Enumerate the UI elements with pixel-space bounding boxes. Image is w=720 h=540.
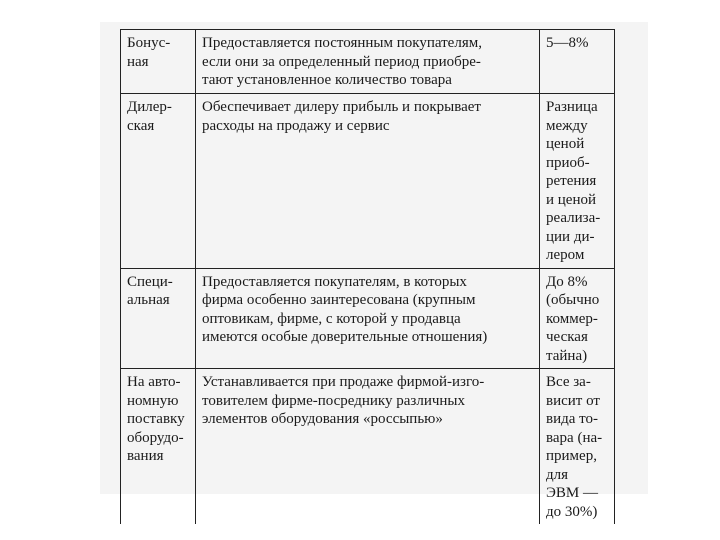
- discount-type: На авто- номную поставку оборудо- вания: [127, 374, 185, 464]
- discount-type-cell: [121, 30, 196, 94]
- discount-description: Предоставляется покупателям, в которых фирма особенно заинтересована (крупным оптовикам, фирме, с которой у продавца имеются особые доверительные отношения): [202, 273, 488, 345]
- discount-description-cell: [196, 268, 540, 369]
- discount-type: Бонус- ная: [127, 35, 171, 70]
- discount-amount-cell: [540, 369, 615, 525]
- table-row: [121, 369, 615, 525]
- discount-amount: Все за- висит от вида то- вара (на- пример, для ЭВМ — до 30%): [546, 374, 603, 520]
- discount-type-cell: [121, 94, 196, 269]
- discount-type: Дилер- ская: [127, 99, 172, 134]
- discount-amount-cell: [540, 30, 615, 94]
- discount-description: Предоставляется постоянным покупателям, если они за определенный период приобре- тают установленное количество товара: [202, 35, 482, 88]
- table-row: [121, 30, 615, 94]
- discount-amount: Разница между ценой приоб- ретения и ценой реализа- ции ди- лером: [546, 99, 601, 263]
- discount-description-cell: [196, 369, 540, 525]
- table-row: [121, 94, 615, 269]
- discount-description: Обеспечивает дилеру прибыль и покрывает расходы на продажу и сервис: [202, 99, 481, 134]
- discount-type-cell: [121, 268, 196, 369]
- discount-table: [120, 29, 615, 524]
- discount-type-cell: [121, 369, 196, 525]
- discount-type: Специ- альная: [127, 273, 173, 308]
- discount-description: Устанавливается при продаже фирмой-изго- товителем фирме-посреднику различных элементов оборудования «россыпью»: [202, 374, 485, 427]
- discount-amount: 5—8%: [546, 35, 589, 51]
- discount-amount-cell: [540, 268, 615, 369]
- discount-amount: До 8% (обычно коммер- ческая тайна): [546, 273, 600, 364]
- discount-amount-cell: [540, 94, 615, 269]
- document-page: [100, 22, 648, 520]
- discount-description-cell: [196, 94, 540, 269]
- discount-description-cell: [196, 30, 540, 94]
- table-row: [121, 268, 615, 369]
